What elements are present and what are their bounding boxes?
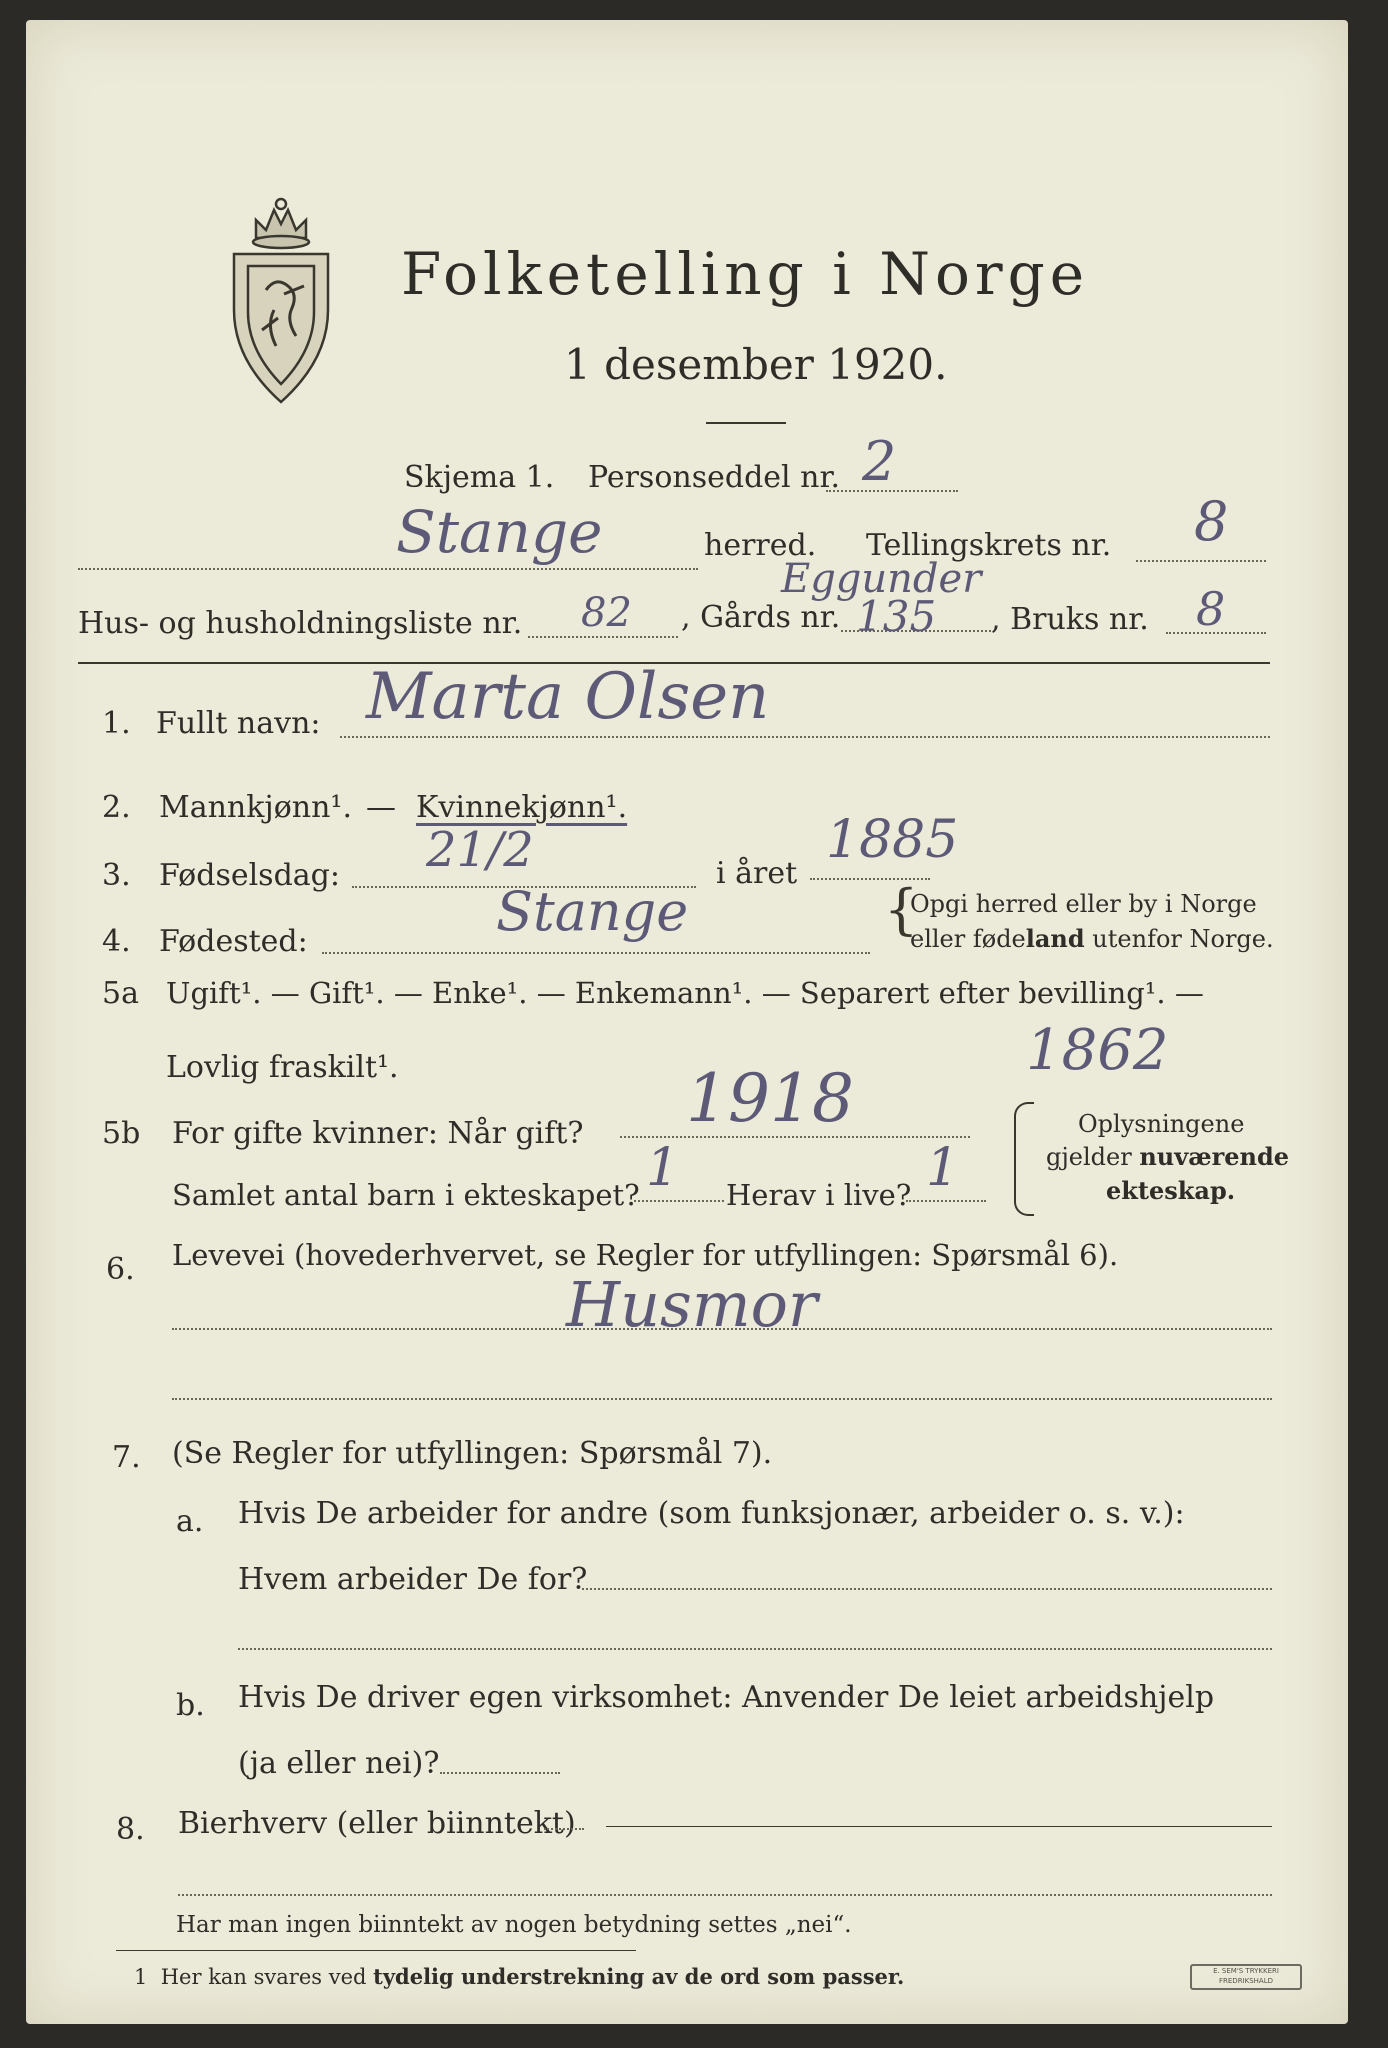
children-total-value[interactable]: 1 bbox=[646, 1138, 680, 1198]
tellingskrets-value[interactable]: 8 bbox=[1194, 490, 1229, 553]
side-income-field[interactable] bbox=[178, 1894, 1272, 1896]
q1-number: 1. bbox=[102, 706, 131, 741]
q7-number: 7. bbox=[112, 1440, 141, 1475]
form-title: Folketelling i Norge bbox=[401, 240, 1090, 308]
schema-label: Skjema 1. bbox=[404, 460, 555, 495]
census-form-sheet bbox=[26, 20, 1348, 2024]
employer-field[interactable] bbox=[582, 1588, 1272, 1590]
q7b-number: b. bbox=[176, 1688, 205, 1723]
full-name-value[interactable]: Marta Olsen bbox=[366, 660, 770, 734]
children-total-label: Samlet antal barn i ekteskapet? bbox=[172, 1178, 640, 1212]
birthday-label: Fødselsdag: bbox=[159, 858, 340, 893]
bruks-label: , Bruks nr. bbox=[991, 602, 1149, 637]
marital-status-options[interactable]: Ugift¹. — Gift¹. — Enke¹. — Enkemann¹. — Separert efter bevilling¹. — bbox=[166, 976, 1204, 1010]
occupation-value[interactable]: Husmor bbox=[566, 1268, 818, 1341]
q5a-number: 5a bbox=[102, 976, 139, 1011]
q6-number: 6. bbox=[106, 1252, 135, 1287]
gards-label: , Gårds nr. bbox=[681, 600, 841, 635]
female-option[interactable]: Kvinnekjønn¹. bbox=[416, 790, 628, 825]
q4-number: 4. bbox=[102, 924, 131, 959]
birth-year-value[interactable]: 1885 bbox=[826, 810, 959, 870]
tellingskrets-label: Tellingskrets nr. bbox=[866, 528, 1112, 563]
marriage-year-label: For gifte kvinner: Når gift? bbox=[172, 1116, 584, 1151]
gards-value[interactable]: 135 bbox=[856, 592, 937, 641]
side-income-note: Har man ingen biinntekt av nogen betydning settes „nei“. bbox=[176, 1912, 852, 1938]
birth-year-label: i året bbox=[716, 856, 798, 891]
marriage-year-value[interactable]: 1918 bbox=[686, 1060, 854, 1137]
q3-number: 3. bbox=[102, 858, 131, 893]
coat-of-arms-icon bbox=[226, 190, 336, 410]
bruks-value[interactable]: 8 bbox=[1196, 582, 1226, 636]
birthplace-value[interactable]: Stange bbox=[496, 880, 689, 943]
gards-note: Eggunder bbox=[781, 556, 982, 602]
employer-label: Hvem arbeider De for? bbox=[238, 1562, 588, 1597]
personseddel-label: Personseddel nr. bbox=[588, 460, 841, 495]
hired-help-label: (ja eller nei)? bbox=[238, 1746, 440, 1781]
husliste-value[interactable]: 82 bbox=[581, 590, 632, 636]
q7b-text: Hvis De driver egen virksomhet: Anvender De leiet arbeidshjelp bbox=[238, 1680, 1215, 1715]
q5b-note-line-2: gjelder nuværende bbox=[1046, 1142, 1290, 1171]
birthplace-label: Fødested: bbox=[159, 924, 308, 959]
q5b-number: 5b bbox=[102, 1116, 141, 1151]
q7a-text: Hvis De arbeider for andre (som funksjonær, arbeider o. s. v.): bbox=[238, 1496, 1185, 1531]
male-option[interactable]: Mannkjønn¹. bbox=[159, 790, 352, 825]
q4-note-brace: { bbox=[884, 878, 919, 941]
husliste-label: Hus- og husholdningsliste nr. bbox=[78, 606, 523, 641]
q4-note-line-2: eller fødeland utenfor Norge. bbox=[910, 924, 1274, 953]
personseddel-value[interactable]: 2 bbox=[862, 430, 897, 493]
q2-number: 2. bbox=[102, 790, 131, 825]
side-income-label: Bierhverv (eller biinntekt) bbox=[178, 1806, 576, 1841]
herred-value[interactable]: Stange bbox=[396, 498, 603, 566]
hired-help-field[interactable] bbox=[440, 1772, 560, 1774]
printer-stamp: E. SEM'S TRYKKERI FREDRIKSHALD bbox=[1190, 1964, 1302, 1990]
children-alive-value[interactable]: 1 bbox=[926, 1138, 960, 1198]
q7-label: (Se Regler for utfyllingen: Spørsmål 7). bbox=[172, 1436, 773, 1471]
herred-label: herred. bbox=[704, 528, 817, 563]
q5b-note-line-3: ekteskap. bbox=[1106, 1176, 1236, 1205]
census-date: 1 desember 1920. bbox=[564, 340, 948, 389]
q7a-number: a. bbox=[176, 1504, 204, 1539]
q5a-extra-value: 1862 bbox=[1026, 1018, 1169, 1083]
q4-note-line-1: Opgi herred eller by i Norge bbox=[910, 890, 1257, 918]
q5b-note-bracket bbox=[1014, 1102, 1034, 1216]
occupation-label: Levevei (hovederhvervet, se Regler for utfyllingen: Spørsmål 6). bbox=[172, 1238, 1119, 1272]
q8-number: 8. bbox=[116, 1812, 145, 1847]
q2-separator: — bbox=[366, 790, 396, 825]
divorced-option[interactable]: Lovlig fraskilt¹. bbox=[166, 1050, 399, 1085]
children-alive-label: Herav i live? bbox=[726, 1178, 912, 1212]
footnote: 1 Her kan svares ved tydelig understrekning av de ord som passer. bbox=[134, 1964, 905, 1989]
q5b-note-line-1: Oplysningene bbox=[1078, 1110, 1245, 1138]
birthday-value[interactable]: 21/2 bbox=[426, 822, 534, 878]
full-name-label: Fullt navn: bbox=[156, 706, 321, 741]
